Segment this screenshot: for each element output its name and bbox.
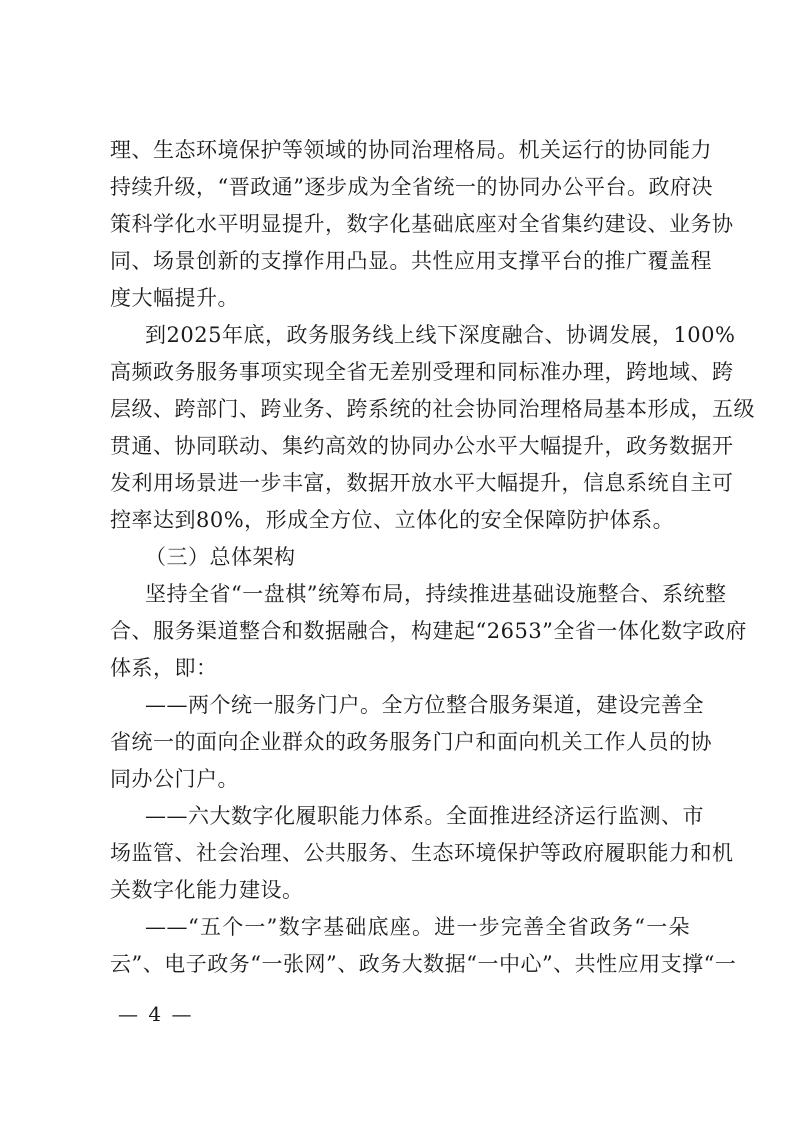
body-line: 坚持全省“一盘棋”统筹布局，持续推进基础设施整合、系统整 <box>145 582 727 606</box>
body-line: 合、服务渠道整合和数据融合，构建起“2653”全省一体化数字政府 <box>110 619 747 643</box>
body-line: 发利用场景进一步丰富，数据开放水平大幅提升，信息系统自主可 <box>110 471 734 495</box>
body-line: 体系，即： <box>110 656 218 680</box>
body-line: 度大幅提升。 <box>110 286 239 310</box>
page-number: — 4 — <box>118 1002 194 1026</box>
body-line: 贯通、协同联动、集约高效的协同办公水平大幅提升，政务数据开 <box>110 434 734 458</box>
body-line: ——六大数字化履职能力体系。全面推进经济运行监测、市 <box>145 804 704 828</box>
body-line: 到2025年底，政务服务线上线下深度融合、协调发展，100% <box>145 323 736 347</box>
body-line: 高频政务服务事项实现全省无差别受理和同标准办理，跨地域、跨 <box>110 360 734 384</box>
body-line: 云”、电子政务“一张网”、政务大数据“一中心”、共性应用支撑“一 <box>110 952 737 976</box>
body-line: 同、场景创新的支撑作用凸显。共性应用支撑平台的推广覆盖程 <box>110 249 712 273</box>
body-line: 策科学化水平明显提升，数字化基础底座对全省集约建设、业务协 <box>110 212 734 236</box>
body-line: 控率达到80%，形成全方位、立体化的安全保障防护体系。 <box>110 508 675 532</box>
body-line: 同办公门户。 <box>110 767 239 791</box>
section-heading: （三）总体架构 <box>145 545 296 569</box>
body-line: 关数字化能力建设。 <box>110 878 304 902</box>
body-line: 层级、跨部门、跨业务、跨系统的社会协同治理格局基本形成，五级 <box>110 397 755 421</box>
body-line: 理、生态环境保护等领域的协同治理格局。机关运行的协同能力 <box>110 138 712 162</box>
body-line: ——“五个一”数字基础底座。进一步完善全省政务“一朵 <box>145 915 690 939</box>
body-line: ——两个统一服务门户。全方位整合服务渠道，建设完善全 <box>145 693 704 717</box>
body-line: 省统一的面向企业群众的政务服务门户和面向机关工作人员的协 <box>110 730 712 754</box>
body-line: 持续升级，“晋政通”逐步成为全省统一的协同办公平台。政府决 <box>110 175 713 199</box>
body-line: 场监管、社会治理、公共服务、生态环境保护等政府履职能力和机 <box>110 841 734 865</box>
